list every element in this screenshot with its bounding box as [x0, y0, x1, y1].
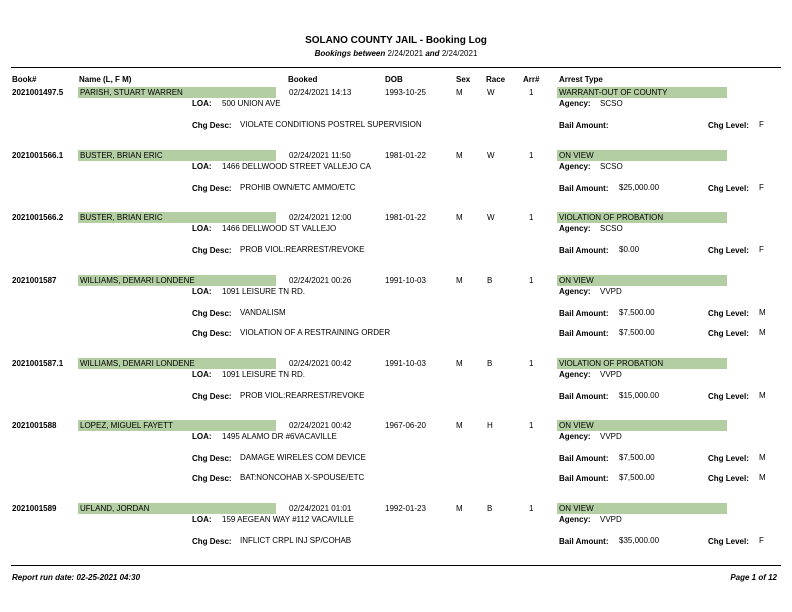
chg-desc-label: Chg Desc:	[192, 392, 232, 401]
bail-amount: $35,000.00	[619, 536, 660, 545]
col-header-dob: DOB	[385, 75, 403, 84]
bail-amount: $25,000.00	[619, 183, 660, 192]
inmate-name: BUSTER, BRIAN ERIC	[80, 213, 163, 222]
arrest-type: ON VIEW	[559, 504, 594, 513]
race: B	[487, 359, 493, 368]
loa-label: LOA:	[192, 287, 212, 296]
arrest-number: 1	[529, 151, 534, 160]
bail-amount-label: Bail Amount:	[559, 537, 609, 546]
charge-description: BAT:NONCOHAB X-SPOUSE/ETC	[240, 473, 365, 482]
charge-level: M	[759, 328, 766, 337]
charge-level: F	[759, 245, 764, 254]
loa-address: 1466 DELLWOOD ST VALLEJO	[222, 224, 337, 233]
agency-label: Agency:	[559, 515, 591, 524]
chg-level-label: Chg Level:	[708, 537, 749, 546]
charge-description: PROHIB OWN/ETC AMMO/ETC	[240, 183, 356, 192]
charge-level: M	[759, 473, 766, 482]
charge-description: PROB VIOL:REARREST/REVOKE	[240, 391, 365, 400]
chg-desc-label: Chg Desc:	[192, 246, 232, 255]
book-number: 2021001566.1	[12, 151, 64, 160]
date-of-birth: 1967-06-20	[385, 421, 426, 430]
race: W	[487, 151, 495, 160]
page-number: Page 1 of 12	[730, 573, 777, 582]
inmate-name: BUSTER, BRIAN ERIC	[80, 151, 163, 160]
sex: M	[456, 504, 463, 513]
chg-level-label: Chg Level:	[708, 309, 749, 318]
booked-datetime: 02/24/2021 11:50	[289, 151, 351, 160]
chg-desc-label: Chg Desc:	[192, 329, 232, 338]
agency-value: SCSO	[600, 162, 623, 171]
chg-desc-label: Chg Desc:	[192, 121, 232, 130]
header-top-rule	[11, 67, 781, 68]
chg-level-label: Chg Level:	[708, 246, 749, 255]
bail-amount: $7,500.00	[619, 328, 655, 337]
arrest-type: ON VIEW	[559, 276, 594, 285]
loa-label: LOA:	[192, 162, 212, 171]
booked-datetime: 02/24/2021 00:26	[289, 276, 352, 285]
chg-level-label: Chg Level:	[708, 329, 749, 338]
agency-label: Agency:	[559, 287, 591, 296]
bail-amount: $15,000.00	[619, 391, 660, 400]
bail-amount-label: Bail Amount:	[559, 454, 609, 463]
booked-datetime: 02/24/2021 01:01	[289, 504, 352, 513]
race: W	[487, 88, 495, 97]
charge-description: VIOLATION OF A RESTRAINING ORDER	[240, 328, 391, 337]
charge-description: VANDALISM	[240, 308, 286, 317]
subtitle-conj: and	[425, 49, 440, 58]
agency-label: Agency:	[559, 224, 591, 233]
sex: M	[456, 213, 463, 222]
agency-value: VVPD	[600, 370, 622, 379]
arrest-number: 1	[529, 276, 534, 285]
loa-address: 500 UNION AVE	[222, 99, 281, 108]
report-run-date: Report run date: 02-25-2021 04:30	[12, 573, 141, 582]
loa-address: 159 AEGEAN WAY #112 VACAVILLE	[222, 515, 354, 524]
charge-level: F	[759, 120, 764, 129]
loa-address: 1495 ALAMO DR #6VACAVILLE	[222, 432, 337, 441]
col-header-name: Name (L, F M)	[79, 75, 132, 84]
race: H	[487, 421, 493, 430]
bail-amount: $7,500.00	[619, 453, 655, 462]
booked-datetime: 02/24/2021 14:13	[289, 88, 352, 97]
chg-level-label: Chg Level:	[708, 474, 749, 483]
arrest-type: ON VIEW	[559, 151, 594, 160]
subtitle-start-date: 2/24/2021	[387, 49, 424, 58]
race: W	[487, 213, 495, 222]
arrest-type: VIOLATION OF PROBATION	[559, 359, 664, 368]
bail-amount-label: Bail Amount:	[559, 474, 609, 483]
charge-level: F	[759, 536, 764, 545]
arrest-number: 1	[529, 504, 534, 513]
charge-description: PROB VIOL:REARREST/REVOKE	[240, 245, 365, 254]
charge-description: INFLICT CRPL INJ SP/COHAB	[240, 536, 352, 545]
bail-amount: $7,500.00	[619, 308, 655, 317]
sex: M	[456, 151, 463, 160]
book-number: 2021001587	[12, 276, 57, 285]
charge-level: F	[759, 183, 764, 192]
arrest-number: 1	[529, 359, 534, 368]
inmate-name: PARISH, STUART WARREN	[80, 88, 183, 97]
chg-desc-label: Chg Desc:	[192, 537, 232, 546]
chg-level-label: Chg Level:	[708, 121, 749, 130]
col-header-book: Book#	[12, 75, 37, 84]
bail-amount: $0.00	[619, 245, 640, 254]
race: B	[487, 504, 493, 513]
bail-amount-label: Bail Amount:	[559, 121, 609, 130]
bail-amount-label: Bail Amount:	[559, 246, 609, 255]
chg-desc-label: Chg Desc:	[192, 184, 232, 193]
bail-amount-label: Bail Amount:	[559, 309, 609, 318]
booked-datetime: 02/24/2021 00:42	[289, 359, 352, 368]
loa-address: 1466 DELLWOOD STREET VALLEJO CA	[222, 162, 371, 171]
sex: M	[456, 88, 463, 97]
charge-level: M	[759, 391, 766, 400]
loa-address: 1091 LEISURE TN RD.	[222, 370, 305, 379]
loa-label: LOA:	[192, 99, 212, 108]
date-of-birth: 1991-10-03	[385, 359, 426, 368]
book-number: 2021001589	[12, 504, 57, 513]
bail-amount-label: Bail Amount:	[559, 392, 609, 401]
chg-level-label: Chg Level:	[708, 392, 749, 401]
subtitle-end-date: 2/24/2021	[441, 49, 478, 58]
charge-description: VIOLATE CONDITIONS POSTREL SUPERVISION	[240, 120, 422, 129]
chg-desc-label: Chg Desc:	[192, 474, 232, 483]
col-header-booked: Booked	[288, 75, 318, 84]
date-of-birth: 1981-01-22	[385, 151, 426, 160]
chg-level-label: Chg Level:	[708, 184, 749, 193]
inmate-name: WILLIAMS, DEMARI LONDENE	[80, 359, 195, 368]
loa-address: 1091 LEISURE TN RD.	[222, 287, 305, 296]
agency-value: VVPD	[600, 287, 622, 296]
charge-description: DAMAGE WIRELES COM DEVICE	[240, 453, 366, 462]
book-number: 2021001588	[12, 421, 57, 430]
charge-level: M	[759, 453, 766, 462]
charge-level: M	[759, 308, 766, 317]
inmate-name: WILLIAMS, DEMARI LONDENE	[80, 276, 195, 285]
chg-desc-label: Chg Desc:	[192, 309, 232, 318]
footer-rule	[11, 565, 781, 566]
book-number: 2021001497.5	[12, 88, 64, 97]
bail-amount: $7,500.00	[619, 473, 655, 482]
col-header-sex: Sex	[456, 75, 471, 84]
col-header-arr: Arr#	[523, 75, 540, 84]
inmate-name: LOPEZ, MIGUEL FAYETT	[80, 421, 173, 430]
agency-value: VVPD	[600, 515, 622, 524]
inmate-name: UFLAND, JORDAN	[80, 504, 150, 513]
arrest-number: 1	[529, 88, 534, 97]
date-of-birth: 1991-10-03	[385, 276, 426, 285]
arrest-type: WARRANT-OUT OF COUNTY	[559, 88, 668, 97]
date-of-birth: 1992-01-23	[385, 504, 426, 513]
sex: M	[456, 276, 463, 285]
loa-label: LOA:	[192, 515, 212, 524]
col-header-race: Race	[486, 75, 506, 84]
book-number: 2021001587.1	[12, 359, 64, 368]
arrest-type: VIOLATION OF PROBATION	[559, 213, 664, 222]
race: B	[487, 276, 493, 285]
loa-label: LOA:	[192, 224, 212, 233]
chg-desc-label: Chg Desc:	[192, 454, 232, 463]
book-number: 2021001566.2	[12, 213, 64, 222]
sex: M	[456, 421, 463, 430]
arrest-number: 1	[529, 213, 534, 222]
bail-amount-label: Bail Amount:	[559, 329, 609, 338]
sex: M	[456, 359, 463, 368]
loa-label: LOA:	[192, 370, 212, 379]
booked-datetime: 02/24/2021 12:00	[289, 213, 352, 222]
date-of-birth: 1981-01-22	[385, 213, 426, 222]
arrest-number: 1	[529, 421, 534, 430]
booked-datetime: 02/24/2021 00:42	[289, 421, 352, 430]
chg-level-label: Chg Level:	[708, 454, 749, 463]
agency-label: Agency:	[559, 432, 591, 441]
date-of-birth: 1993-10-25	[385, 88, 426, 97]
report-title: SOLANO COUNTY JAIL - Booking Log	[305, 35, 487, 46]
agency-value: SCSO	[600, 224, 623, 233]
agency-value: VVPD	[600, 432, 622, 441]
agency-label: Agency:	[559, 99, 591, 108]
bail-amount-label: Bail Amount:	[559, 184, 609, 193]
loa-label: LOA:	[192, 432, 212, 441]
arrest-type: ON VIEW	[559, 421, 594, 430]
agency-label: Agency:	[559, 162, 591, 171]
report-subtitle	[0, 49, 792, 58]
col-header-arrest-type: Arrest Type	[559, 75, 603, 84]
agency-label: Agency:	[559, 370, 591, 379]
subtitle-prefix: Bookings between	[314, 49, 386, 58]
agency-value: SCSO	[600, 99, 623, 108]
